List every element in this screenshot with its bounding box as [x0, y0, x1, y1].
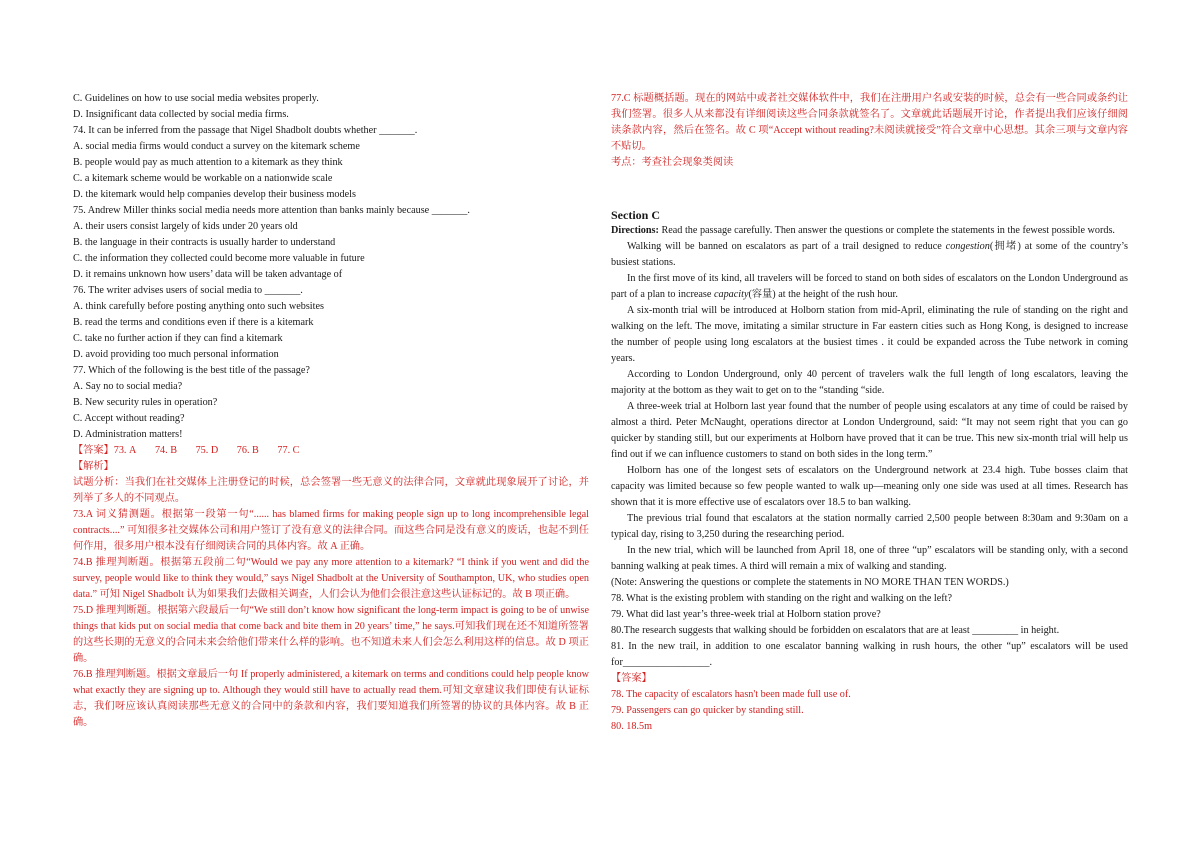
answer-80: 80. 18.5m — [611, 721, 653, 732]
answer-item: 74. B — [154, 445, 178, 456]
passage-paragraph-6: Holborn has one of the longest sets of escalators on the Underground network at 23.4 high. Tube bosses claim that capacity was limited because so few people wanted to walk up—meaning only one side was used at all times. Research has shown that it is more effective use of escalators over 18.5 to ban walking. — [611, 465, 1128, 508]
directions-text: Read the passage carefully. Then answer the questions or complete the statements in the fewest possible words. — [658, 225, 1115, 236]
option-line: D. the kitemark would help companies develop their business models — [73, 189, 356, 200]
option-line: C. Guidelines on how to use social media websites properly. — [73, 93, 319, 104]
analysis-label: 【解析】 — [73, 461, 114, 472]
passage-paragraph-2 — [611, 271, 1128, 303]
analysis-intro: 试题分析：当我们在社交媒体上注册登记的时候，总会签署一些无意义的法律合同，文章就此现象展开了讨论，并列举了多人的不同观点。 — [73, 477, 589, 504]
answer-item: 76. B — [236, 445, 259, 456]
explanation-76: 76.B 推理判断题。根据文章最后一句 If properly administered, a kitemark on terms and conditions could help people know what exactly they are signing up to. Although they would still have to actually read them.可知文章建议我们即使有认证标志，我们呀应该认真阅读那些无意义的合同中的条款和内容，我们要知道我们所签署的协议的具体内容。故 B 正确。 — [73, 669, 589, 728]
left-column — [73, 91, 589, 731]
explanation-74: 74.B 推理判断题。根据第五段前二句“Would we pay any more attention to a kitemark? “I think if you went and did the survey, people would like to think they would,” says Nigel Shadbolt at the University of Southampton, UK, who studies open data.” 可知 Nigel Shadbolt 认为如果我们去做相关调查，人们会认为他们会很注意这些认证标记的。故 B 项正确。 — [73, 557, 589, 600]
answer-item: 75. D — [195, 445, 219, 456]
option-line: A. social media firms would conduct a survey on the kitemark scheme — [73, 141, 360, 152]
passage-paragraph-8: In the new trial, which will be launched from April 18, one of three “up” escalators will be standing only, with a second banning walking at peak times. A third will remain a mix of walking and standing. — [611, 545, 1128, 572]
answer-label: 【答案】73. A — [73, 445, 137, 456]
option-line: C. take no further action if they can find a kitemark — [73, 333, 283, 344]
explanation-75: 75.D 推理判断题。根据第六段最后一句“We still don’t know how significant the long-term impact is going to be of unwise things that kids put on social media that come back and bite them in 20 years’ time,” he says.可知我们现在还不知道所签署的这些长期的无意义的合同未来会给他们带来什么样的影响。也不知道未来人们会怎么利用这样的信息。故 D 项正确。 — [73, 605, 589, 664]
answer-key-row — [73, 443, 589, 459]
option-line: A. their users consist largely of kids under 20 years old — [73, 221, 298, 232]
option-line: B. New security rules in operation? — [73, 397, 218, 408]
passage-paragraph-4: According to London Underground, only 40 percent of travelers walk the full length of long escalators, leaving the majority at the bottom as they wait to get on to the “standing “side. — [611, 369, 1128, 396]
option-line: A. Say no to social media? — [73, 381, 183, 392]
directions-label: Directions: — [611, 225, 659, 236]
text-run: (拥堵) at some of the country’s busiest stations. — [611, 241, 1128, 268]
section-title: Section C — [611, 208, 660, 222]
explanation-73: 73.A 词义猜测题。根据第一段第一句“...... has blamed firms for making people sign up to long incomprehensible legal contracts....” 可知很多社交媒体公司和用户签订了没有意义的法律合同。而这些合同是没有意义的废话，也起不到任何作用，很多用户根本没有仔细阅读合同的具体内容。故 A 正确。 — [73, 509, 589, 552]
directions — [611, 223, 1128, 239]
question-79: 79. What did last year’s three-week trial at Holborn station prove? — [611, 609, 881, 620]
spacer — [611, 171, 1128, 201]
question-78: 78. What is the existing problem with standing on the right and walking on the left? — [611, 593, 953, 604]
answer-79: 79. Passengers can go quicker by standing still. — [611, 705, 804, 716]
glossed-term: congestion — [945, 241, 990, 252]
option-line: D. it remains unknown how users’ data will be taken advantage of — [73, 269, 343, 280]
passage-paragraph-7: The previous trial found that escalators at the station normally carried 2,500 people between 8:30am and 9:30am on a typical day, rising to 3,250 during the researching period. — [611, 513, 1128, 540]
answer-label: 【答案】 — [611, 673, 652, 684]
text-run: Walking will be banned on escalators as part of a trail designed to reduce — [627, 241, 946, 252]
answer-item: 77. C — [277, 445, 300, 456]
question-74: 74. It can be inferred from the passage that Nigel Shadbolt doubts whether _______. — [73, 125, 418, 136]
question-77: 77. Which of the following is the best title of the passage? — [73, 365, 310, 376]
option-line: D. Administration matters! — [73, 429, 183, 440]
question-80: 80.The research suggests that walking should be forbidden on escalators that are at least _________ in height. — [611, 625, 1060, 636]
option-line: B. the language in their contracts is usually harder to understand — [73, 237, 336, 248]
right-column — [611, 91, 1128, 735]
option-line: A. think carefully before posting anything onto such websites — [73, 301, 324, 312]
glossed-term: capacity — [713, 289, 749, 300]
question-75: 75. Andrew Miller thinks social media needs more attention than banks mainly because _______. — [73, 205, 470, 216]
option-line: C. a kitemark scheme would be workable on a nationwide scale — [73, 173, 333, 184]
passage-paragraph-3: A six-month trial will be introduced at Holborn station from mid-April, eliminating the rule of standing on the right and walking on the left. The move, imitating a similar structure in Far eastern cities such as Hong Kong, is designed to increase the number of people using long escalators at the busiest times . it could be expanded across the Tube network in coming years. — [611, 305, 1128, 364]
text-run: In the first move of its kind, all travelers will be forced to stand on both sides of escalators on the London Underground as part of a plan to increase — [611, 273, 1128, 300]
answer-78: 78. The capacity of escalators hasn't been made full use of. — [611, 689, 851, 700]
option-line: C. Accept without reading? — [73, 413, 185, 424]
option-line: C. the information they collected could become more valuable in future — [73, 253, 365, 264]
option-line: D. Insignificant data collected by social media firms. — [73, 109, 289, 120]
question-76: 76. The writer advises users of social media to _______. — [73, 285, 303, 296]
exam-point: 考点：考查社会现象类阅读 — [611, 157, 734, 168]
passage-paragraph-5: A three-week trial at Holborn last year found that the number of people using escalators at any time of could be raised by almost a third. Peter McNaught, operations director at London Underground, said: “It may not seem right that you can go quicker by standing still, but our experiments at Holborn have proved that it can be true. This new six-month trial will help us find out if we can influence customers to stand on both sides in the long term.” — [611, 401, 1128, 460]
note: (Note: Answering the questions or complete the statements in NO MORE THAN TEN WORDS.) — [611, 577, 1009, 588]
text-run: (容量) at the height of the rush hour. — [748, 289, 898, 300]
option-line: D. avoid providing too much personal information — [73, 349, 279, 360]
option-line: B. people would pay as much attention to a kitemark as they think — [73, 157, 343, 168]
explanation-77: 77.C 标题概括题。现在的网站中或者社交媒体软件中，我们在注册用户名或安装的时候，总会有一些合同或条约让我们签署。很多人从来都没有详细阅读这些合同条款就签名了。文章就此话题展开讨论，作者提出我们应该仔细阅读条款内容，然后在签名。故 C 项“Accept without reading?未阅读就接受”符合文章中心思想。其余三项与文章内容不贴切。 — [611, 93, 1128, 152]
question-81: 81. In the new trail, in addition to one escalator banning walking in rush hours, the other “up” escalators will be used for_________________. — [611, 641, 1128, 668]
option-line: B. read the terms and conditions even if there is a kitemark — [73, 317, 314, 328]
passage-paragraph-1 — [611, 239, 1128, 271]
